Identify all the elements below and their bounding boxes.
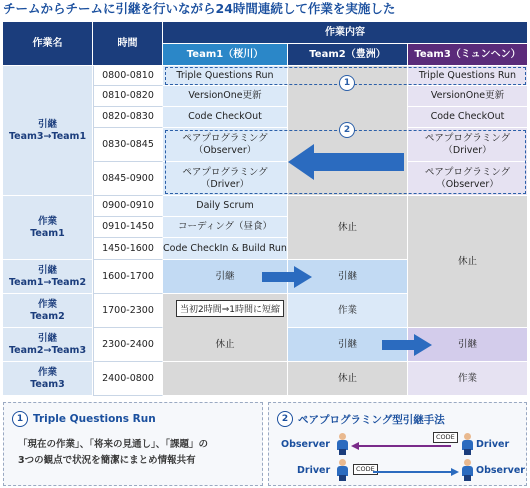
time-cell: 0820-0830 <box>93 107 163 128</box>
phase-work-team1: 作業 Team1 <box>3 196 93 260</box>
team2-cell: 引継 <box>288 260 408 294</box>
info-panel-pair-programming <box>268 402 527 486</box>
team1-cell: ペアプログラミング （Observer） <box>163 128 288 162</box>
person-icon <box>462 459 472 479</box>
right-arrow-icon <box>382 334 432 356</box>
team2-cell: 引継 <box>288 328 408 362</box>
team3-cell: 引継 <box>408 328 528 362</box>
time-cell: 2400-0800 <box>93 362 163 396</box>
person-icon <box>337 459 347 479</box>
team1-cell: Triple Questions Run <box>163 66 288 86</box>
person-icon <box>462 433 472 453</box>
left-arrow-icon <box>288 142 406 182</box>
left-arrow-icon <box>351 442 451 450</box>
team1-cell <box>163 362 288 396</box>
team2-cell: 作業 <box>288 294 408 328</box>
panel-title <box>12 411 156 427</box>
phase-work-team3: 作業 Team3 <box>3 362 93 396</box>
marker-2: 2 <box>339 122 355 138</box>
team3-cell: Code CheckOut <box>408 107 528 128</box>
panel-number: 2 <box>277 411 293 427</box>
phase-handover-2-3: 引継 Team2→Team3 <box>3 328 93 362</box>
panel-title-text: ペアプログラミング型引継手法 <box>298 413 445 426</box>
team3-cell: ペアプログラミング （Driver） <box>408 128 528 162</box>
role-driver: Driver <box>297 465 331 476</box>
right-arrow-icon <box>262 266 312 288</box>
panel-title-text: Triple Questions Run <box>33 413 156 425</box>
header-team1: Team1（桜川） <box>163 44 288 66</box>
panel-title <box>277 411 445 427</box>
code-document-icon: CODE <box>433 432 458 443</box>
time-cell: 0800-0810 <box>93 66 163 86</box>
phase-handover-1-2: 引継 Team1→Team2 <box>3 260 93 294</box>
person-icon <box>337 433 347 453</box>
panel-number: 1 <box>12 411 28 427</box>
team2-cell: 休止 <box>288 196 408 260</box>
time-cell: 2300-2400 <box>93 328 163 362</box>
time-cell: 0845-0900 <box>93 162 163 196</box>
code-document-icon: CODE <box>353 464 378 475</box>
time-cell: 1450-1600 <box>93 238 163 260</box>
time-cell: 0830-0845 <box>93 128 163 162</box>
marker-1: 1 <box>339 75 355 91</box>
phase-work-team2: 作業 Team2 <box>3 294 93 328</box>
page-title: チームからチームに引継を行いながら24時間連続して作業を実施した <box>3 1 396 16</box>
header-team3: Team3（ミュンヘン） <box>408 44 528 66</box>
header-work-name: 作業名 <box>3 22 93 66</box>
team3-cell: 休止 <box>408 196 528 328</box>
team1-cell: 休止 <box>163 294 288 362</box>
team1-cell: コーディング（昼食） <box>163 217 288 238</box>
team3-cell: VersionOne更新 <box>408 86 528 107</box>
team3-cell: 作業 <box>408 362 528 396</box>
header-time: 時間 <box>93 22 163 66</box>
team1-cell: Code CheckIn & Build Run <box>163 238 288 260</box>
time-cell: 1700-2300 <box>93 294 163 328</box>
team3-cell: Triple Questions Run <box>408 66 528 86</box>
duration-note: 当初2時間⇒1時間に短縮 <box>176 300 284 317</box>
role-driver: Driver <box>476 439 510 450</box>
team1-cell: 引継 <box>163 260 288 294</box>
time-cell: 0900-0910 <box>93 196 163 217</box>
role-observer: Observer <box>281 439 330 450</box>
info-panel-triple-questions <box>3 402 263 486</box>
header-team2: Team2（豊洲） <box>288 44 408 66</box>
time-cell: 1600-1700 <box>93 260 163 294</box>
phase-handover-3-1: 引継 Team3→Team1 <box>3 66 93 196</box>
header-content: 作業内容 <box>163 22 528 44</box>
time-cell: 0810-0820 <box>93 86 163 107</box>
team1-cell: Daily Scrum <box>163 196 288 217</box>
role-observer: Observer <box>476 465 525 476</box>
time-cell: 0910-1450 <box>93 217 163 238</box>
team2-cell: 休止 <box>288 362 408 396</box>
panel-description: 「現在の作業」、「将来の見通し」、「課題」の 3つの観点で状況を簡潔にまとめ情報共有 <box>18 439 209 466</box>
team1-cell: Code CheckOut <box>163 107 288 128</box>
team1-cell: VersionOne更新 <box>163 86 288 107</box>
team1-cell: ペアプログラミング （Driver） <box>163 162 288 196</box>
right-arrow-icon <box>373 468 459 476</box>
team3-cell: ペアプログラミング （Observer） <box>408 162 528 196</box>
